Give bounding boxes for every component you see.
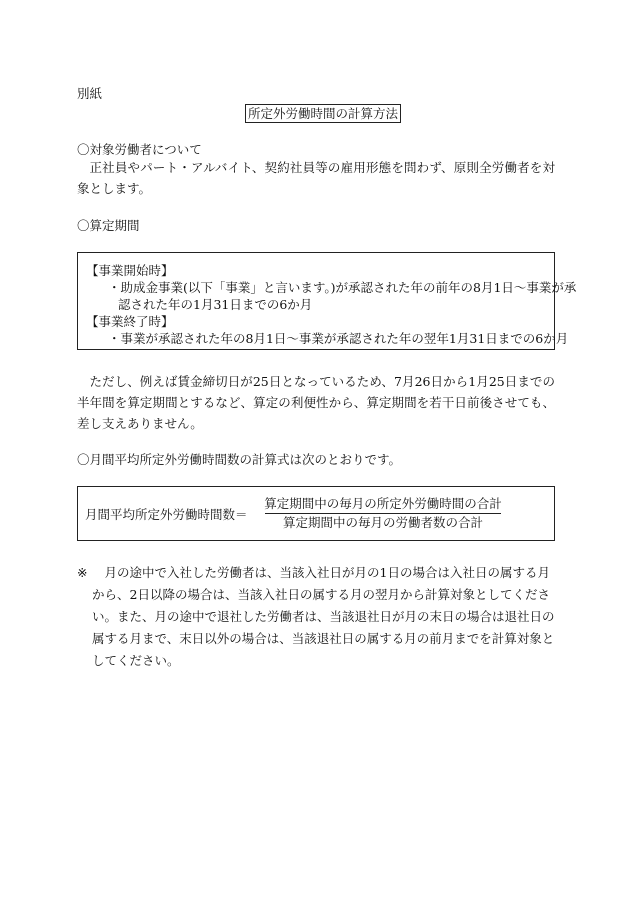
formula-label: 月間平均所定外労働時間数＝ — [85, 507, 248, 522]
target-workers-heading: 〇対象労働者について — [77, 142, 202, 157]
target-workers-body: 正社員やパート・アルバイト、契約社員等の雇用形態を問わず、原則全労働者を対象とします。 — [77, 160, 555, 196]
document-title: 所定外労働時間の計算方法 — [245, 104, 401, 123]
period-note: ただし、例えば賃金締切日が25日となっているため、7月26日から1月25日までの半年間を算定期間とするなど、算定の利便性から、算定期間を若干日前後させても、差し支えありません。 — [77, 374, 555, 431]
end-item: ・事業が承認された年の8月1日～事業が承認された年の翌年1月31日までの6か月 — [108, 331, 569, 346]
period-box — [77, 252, 577, 350]
start-label: 【事業開始時】 — [86, 263, 174, 278]
period-heading: 〇算定期間 — [77, 218, 140, 233]
footnote-mark: ※ — [77, 565, 88, 580]
attachment-label: 別紙 — [77, 86, 103, 101]
formula-box — [77, 486, 555, 541]
start-item-line2: 認された年の1月31日までの6か月 — [118, 297, 313, 312]
start-item-line1: ・助成金事業(以下「事業」と言います。)が承認された年の前年の8月1日～事業が承 — [108, 280, 577, 295]
formula-numerator: 算定期間中の毎月の所定外労働時間の合計 — [264, 496, 502, 511]
formula-denominator: 算定期間中の毎月の労働者数の合計 — [282, 515, 483, 530]
footnote-text: 月の途中で入社した労働者は、当該入社日が月の1日の場合は入社日の属する月から、2日以降の場合は、当該入社日の属する月の翌月から計算対象としてください。また、月の途中で退社した労働者は、当該退社日が月の末日の場合は退社日の属する月まで、末日以外の場合は、当該退社日の属する月の前月までを計算対象としてください。 — [92, 565, 555, 668]
formula-fraction — [263, 495, 503, 532]
formula-heading: 〇月間平均所定外労働時間数の計算式は次のとおりです。 — [77, 452, 402, 467]
end-label: 【事業終了時】 — [86, 314, 174, 329]
